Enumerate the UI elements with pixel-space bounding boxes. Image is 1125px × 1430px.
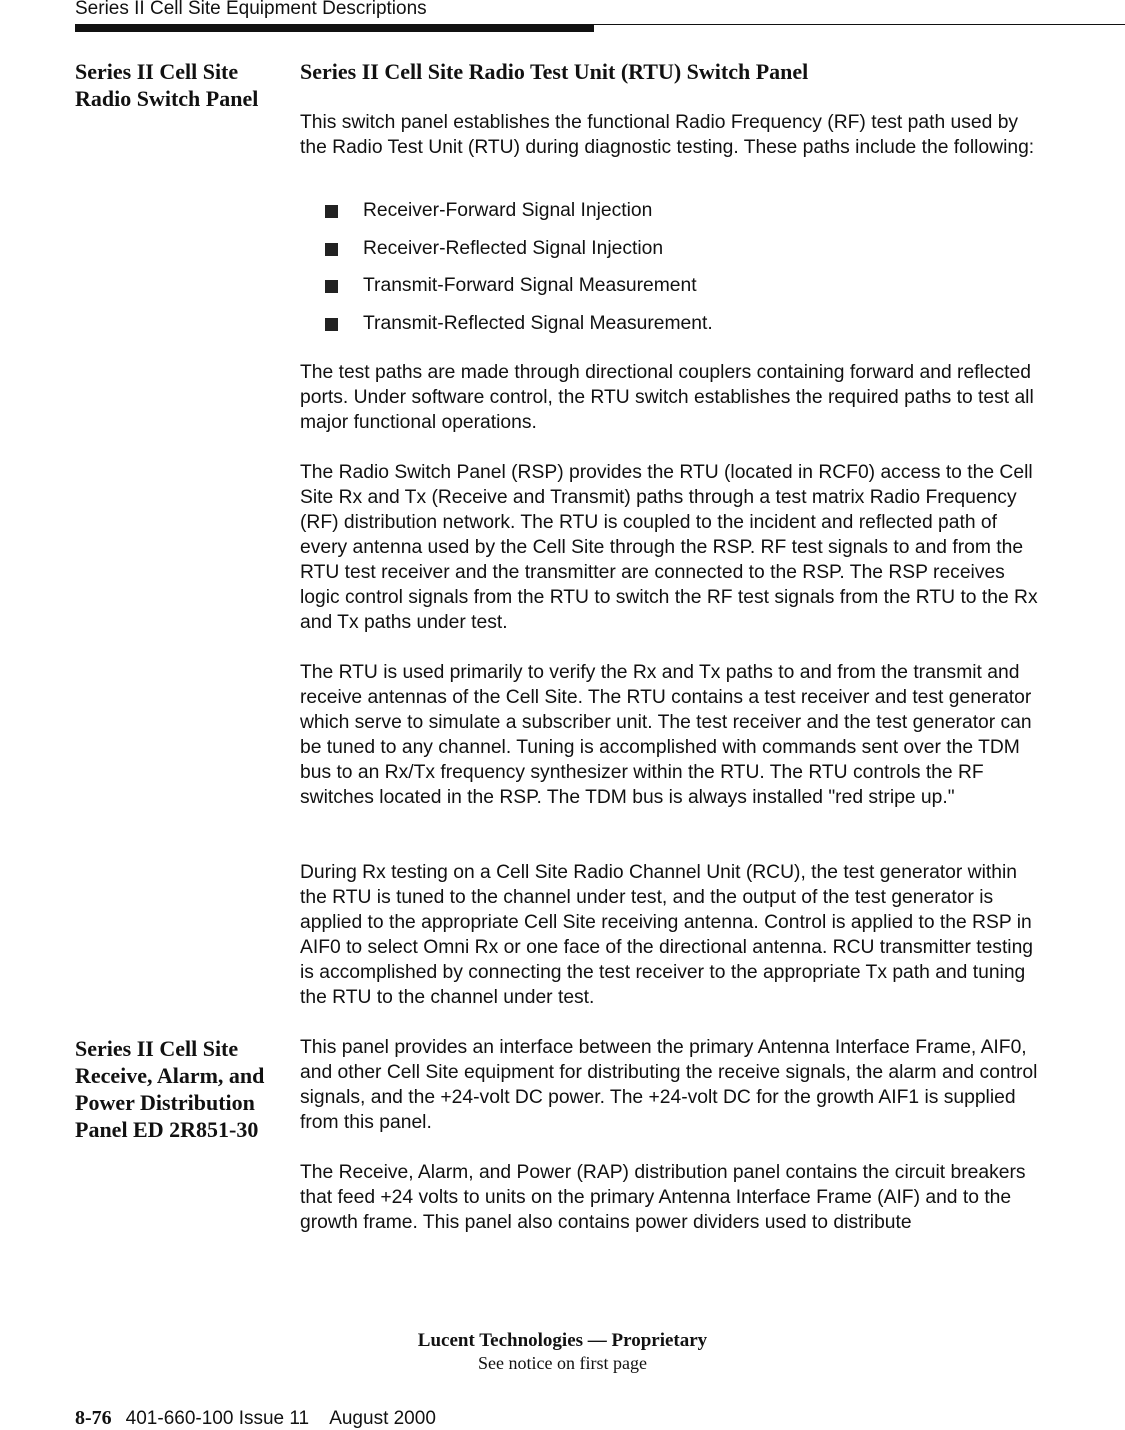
section-heading-rtu-switch-panel: Series II Cell Site Radio Test Unit (RTU) Switch Panel: [300, 59, 809, 84]
square-bullet-icon: [325, 280, 338, 293]
square-bullet-icon: [325, 205, 338, 218]
footer-notice: See notice on first page: [478, 1353, 647, 1373]
list-item: Transmit-Forward Signal Measurement: [325, 273, 713, 311]
paragraph-rsp: The Radio Switch Panel (RSP) provides the RTU (located in RCF0) access to the Cell Site Rx and Tx (Receive and Transmit) paths through a test matrix Radio Frequency (RF) distribution network. The RTU is coupled to the incident and reflected path of every antenna used by the Cell Site through the RSP. RF test signals to and from the RTU test receiver and the transmitter are connected to the RSP. The RSP receives logic control signals from the RTU to switch the RF test signals from the RTU to the Rx and Tx paths under test.: [300, 462, 1038, 633]
paragraph-rtu-usage: The RTU is used primarily to verify the Rx and Tx paths to and from the transmit and receive antennas of the Cell Site. The RTU contains a test receiver and test generator which serve to simulate a subscriber unit. The test receiver and the test generator can be tuned to any channel. Tuning is accomplished with commands sent over the TDM bus to an Rx/Tx frequency synthesizer within the RTU. The RTU controls the RF switches located in the RSP. The TDM bus is always installed "red stripe up.": [300, 662, 1032, 808]
list-item: Receiver-Forward Signal Injection: [325, 198, 713, 236]
page-number: 8-76: [75, 1407, 112, 1429]
page-footer-line: [75, 1407, 436, 1430]
square-bullet-icon: [325, 318, 338, 331]
paragraph-test-paths: The test paths are made through directional couplers containing forward and reflected ports. Under software control, the RTU switch establishes the required paths to test all major functional operations.: [300, 362, 1034, 433]
side-heading-radio-switch-panel: Series II Cell Site Radio Switch Panel: [75, 59, 259, 111]
header-rule-bar: [75, 24, 594, 32]
paragraph-rx-testing: During Rx testing on a Cell Site Radio Channel Unit (RCU), the test generator within the RTU is tuned to the channel under test, and the output of the test generator is applied to the appropriate Cell Site receiving antenna. Control is applied to the RSP in AIF0 to select Omni Rx or one face of the directional antenna. RCU transmitter testing is accomplished by connecting the test receiver to the appropriate Tx path and tuning the RTU to the channel under test.: [300, 862, 1034, 1008]
running-header: Series II Cell Site Equipment Descriptions: [75, 0, 427, 19]
test-path-list: [325, 198, 713, 348]
paragraph-panel-interface: This panel provides an interface between the primary Antenna Interface Frame, AIF0, and other Cell Site equipment for distributing the receive signals, the alarm and control signals, and the +24-volt DC power. The +24-volt DC for the growth AIF1 is supplied from this panel.: [300, 1037, 1038, 1133]
list-item: Receiver-Reflected Signal Injection: [325, 236, 713, 274]
square-bullet-icon: [325, 243, 338, 256]
footer-company: Lucent Technologies — Proprietary: [417, 1330, 708, 1351]
side-heading-rap-panel: Series II Cell Site Receive, Alarm, and Power Distribution Panel ED 2R851-30: [75, 1036, 265, 1142]
document-info: 401-660-100 Issue 11 August 2000: [125, 1408, 436, 1429]
intro-paragraph: This switch panel establishes the functional Radio Frequency (RF) test path used by the Radio Test Unit (RTU) during diagnostic testing. These paths include the following:: [300, 112, 1035, 158]
paragraph-rap-breakers: The Receive, Alarm, and Power (RAP) distribution panel contains the circuit breakers that feed +24 volts to units on the primary Antenna Interface Frame (AIF) and to the growth frame. This panel also contains power dividers used to distribute: [300, 1162, 1026, 1233]
list-item: Transmit-Reflected Signal Measurement.: [325, 311, 713, 349]
